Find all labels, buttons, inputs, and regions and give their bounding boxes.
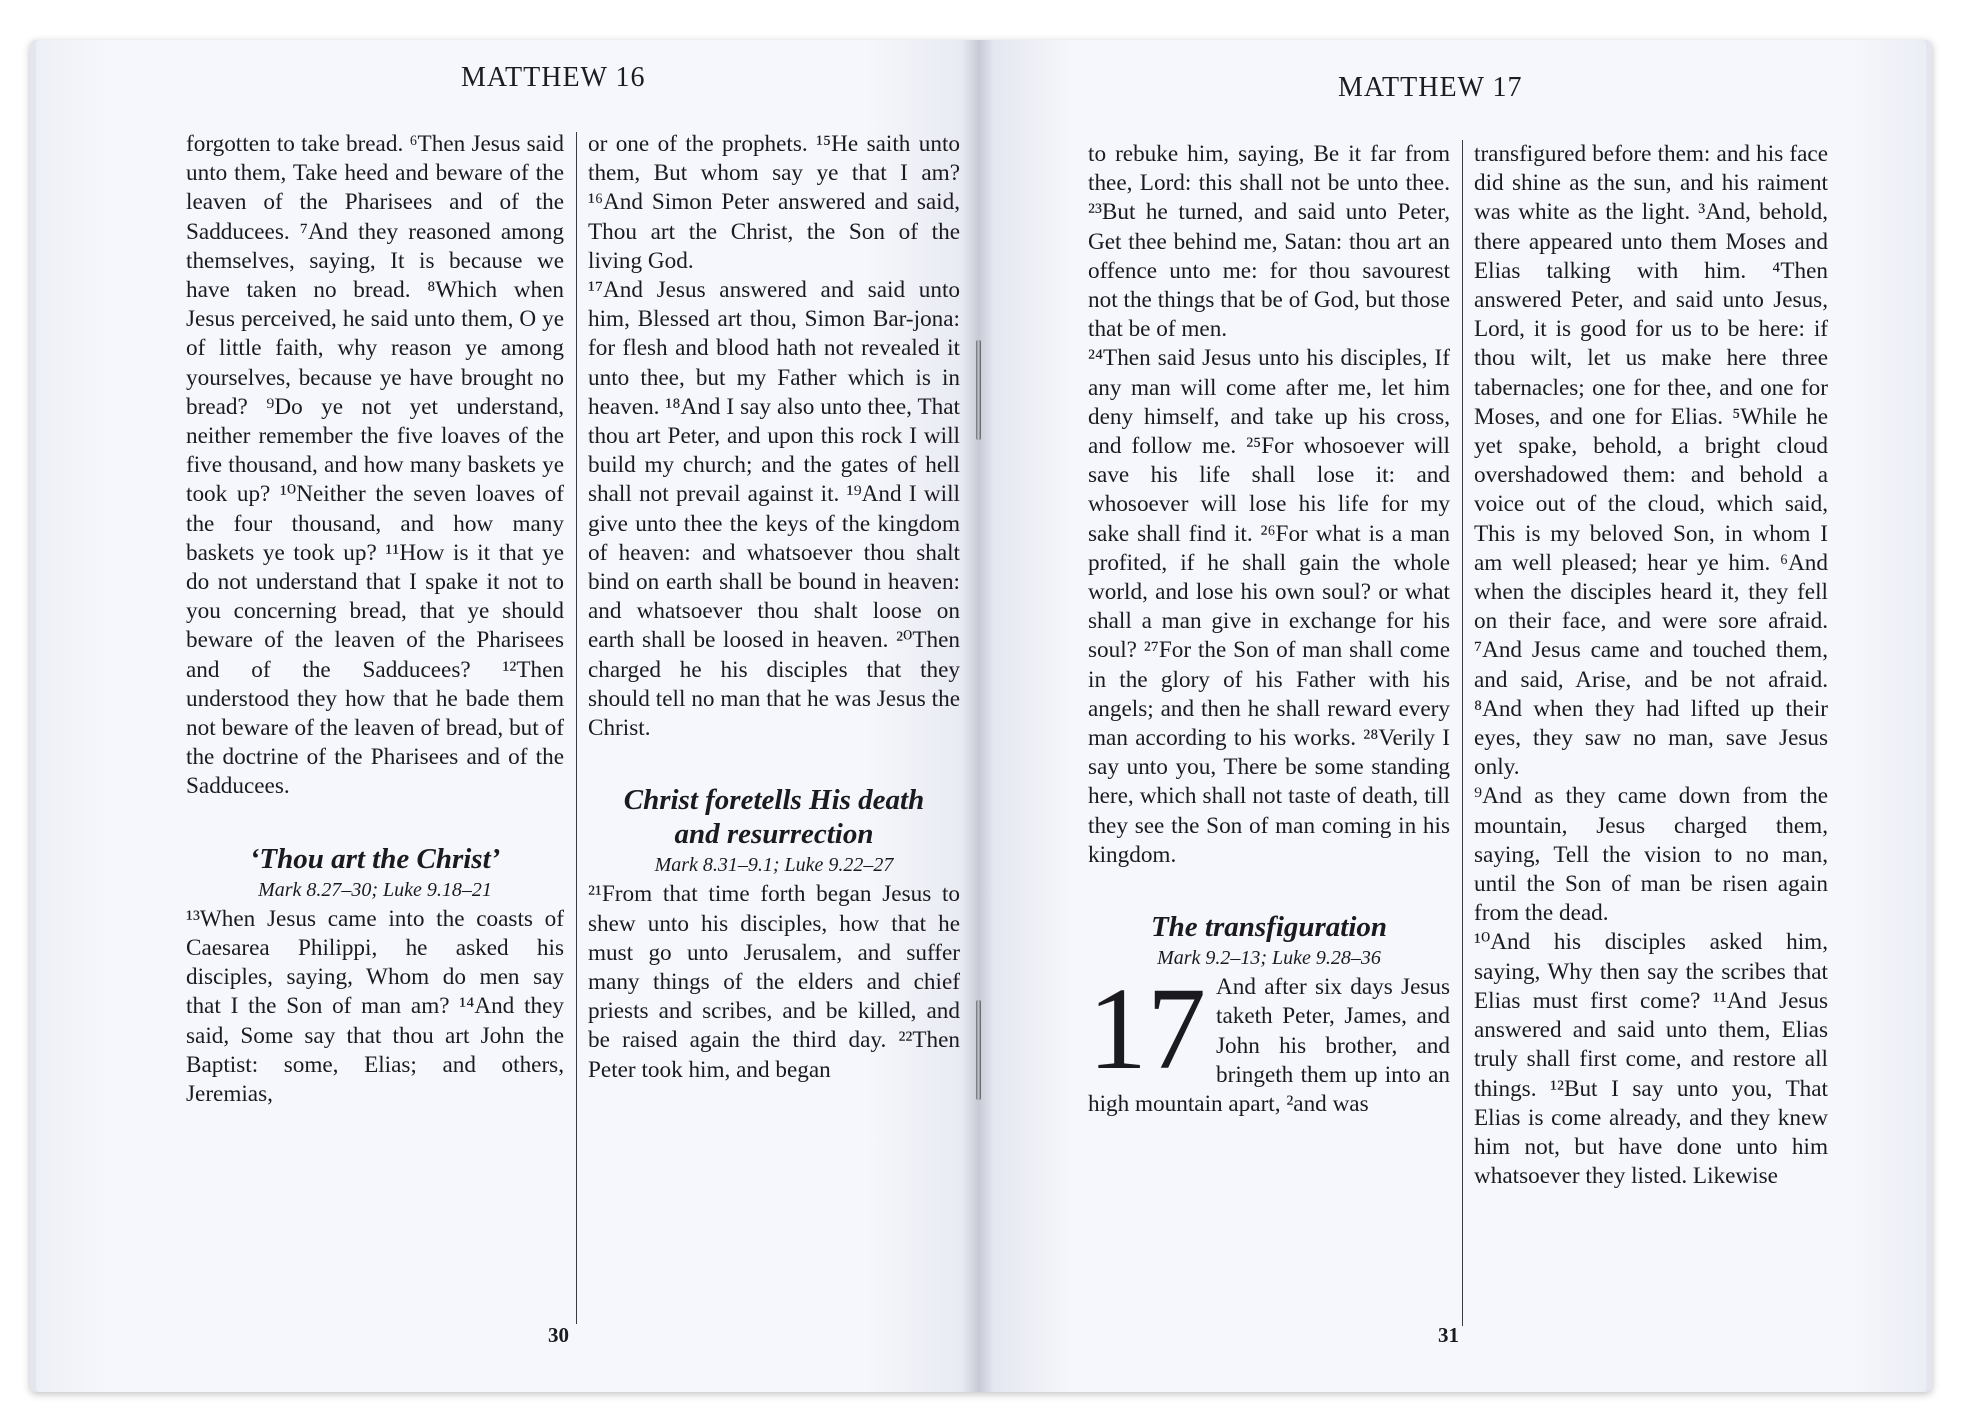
staple-bottom [976,1000,981,1100]
right-page-column-1 [1088,140,1450,1119]
right-page [978,40,1926,1392]
chapter-opening-paragraph [1088,963,1450,1119]
section-heading-line-2: and resurrection [674,818,874,851]
left-page-column-2 [588,130,960,1085]
staple-top [976,340,981,440]
paragraph: ¹³When Jesus came into the coasts of Caesarea Philippi, he asked his disciples, saying, Whom do men say that I the Son of man am? ¹⁴And they said, Some say that thou art John the Baptist: some, Elias; and others, Jeremias, [186,905,564,1108]
chapter-number-dropcap: 17 [1088,963,1206,1095]
spine-gutter [962,40,994,1392]
left-page-column-1 [186,130,564,1109]
paragraph: transfigured before them: and his face did shine as the sun, and his raiment was white as the light. ³And, behold, there appeared unto them Moses and Elias talking with him. ⁴Then answered Peter, and said unto Jesus, Lord, it is good for us to be here: if thou wilt, let us make here three tabernacles; one for thee, and one for Moses, and one for Elias. ⁵While he yet spake, behold, a bright cloud overshadowed them: and behold a voice out of the cloud, which said, This is my beloved Son, in whom I am well pleased; hear ye him. ⁶And when the disciples heard it, they fell on their face, and were sore afraid. ⁷And Jesus came and touched them, and said, Arise, and be not afraid. ⁸And when they had lifted up their eyes, they saw no man, save Jesus only. [1474,141,1828,781]
paragraph: ²⁴Then said Jesus unto his disciples, If any man will come after me, let him deny himself, and take up his cross, and follow me. ²⁵For whosoever will save his life shall lose it: and whosoever will lose his life for my sake shall find it. ²⁶For what is a man profited, if he shall gain the whole world, and lose his own soul? or what shall a man give in exchange for his soul? ²⁷For the Son of man shall come in the glory of his Father with his angels; and then he shall reward every man according to his works. ²⁸Verily I say unto you, There be some standing here, which shall not taste of death, till they see the Son of man coming in his kingdom. [1088,345,1450,868]
right-page-column-2 [1474,140,1828,1191]
page-number-left: 30 [548,1323,569,1347]
running-head-right: MATTHEW 17 [1338,72,1523,103]
paragraph: ²¹From that time forth began Jesus to shew unto his disciples, how that he must go unto Jerusalem, and suffer many things of the elders and chief priests and scribes, and be killed, and be raised again the third day. ²²Then Peter took him, and began [588,881,960,1083]
open-booklet [30,40,1932,1392]
page-number-right: 31 [1438,1323,1459,1347]
column-rule [576,132,577,1324]
column-rule [1462,140,1463,1326]
cross-references: Mark 8.27–30; Luke 9.18–21 [258,878,492,901]
section-heading-line-1: Christ foretells His death [623,784,925,817]
cross-references: Mark 9.2–13; Luke 9.28–36 [1157,947,1381,970]
paragraph: or one of the prophets. ¹⁵He saith unto them, But whom say ye that I am? ¹⁶And Simon Peter answered and said, Thou art the Christ, the Son of the living God. [588,131,960,274]
paragraph: forgotten to take bread. ⁶Then Jesus said unto them, Take heed and beware of the leaven of the Pharisees and of the Sadducees. ⁷And they reasoned among themselves, saying, It is because we have taken no bread. ⁸Which when Jesus perceived, he said unto them, O ye of little faith, why reason ye among yourselves, because ye have brought no bread? ⁹Do ye not yet understand, neither remember the five loaves of the five thousand, and how many baskets ye took up? ¹⁰Neither the seven loaves of the four thousand, and how many baskets ye took up? ¹¹How is it that ye do not understand that I spake it not to you concerning bread, that ye should beware of the leaven of the Pharisees and of the Sadducees? ¹²Then understood they how that he bade them not beware of the leaven of bread, but of the doctrine of the Pharisees and of the Sadducees. [186,131,564,800]
paragraph: ¹⁷And Jesus answered and said unto him, Blessed art thou, Simon Bar-jona: for flesh and blood hath not revealed it unto thee, but my Father which is in heaven. ¹⁸And I say also unto thee, That thou art Peter, and upon this rock I will build my church; and the gates of hell shall not prevail against it. ¹⁹And I will give unto thee the keys of the kingdom of heaven: and whatsoever thou shalt bind on earth shall be bound in heaven: and whatsoever thou shalt loose on earth shall be loosed in heaven. ²⁰Then charged he his disciples that they should tell no man that he was Jesus the Christ. [588,277,960,742]
section-heading: The transfiguration [1150,911,1388,944]
left-page [36,40,978,1392]
paragraph: ¹⁰And his disciples asked him, saying, Why then say the scribes that Elias must first come? ¹¹And Jesus answered and said unto them, Elias truly shall first come, and restore all things. ¹²But I say unto you, That Elias is come already, and they knew him not, but have done unto him whatsoever they listed. Likewise [1474,929,1828,1190]
running-head-left: MATTHEW 16 [461,62,646,93]
section-heading: ‘Thou art the Christ’ [249,842,501,875]
paragraph: ⁹And as they came down from the mountain, Jesus charged them, saying, Tell the vision to no man, until the Son of man be risen again from the dead. [1474,783,1828,927]
paragraph-text: And after six days Jesus taketh Peter, James, and John his brother, and bringeth them up into an high mountain apart, ²and was [1088,974,1450,1118]
cross-references: Mark 8.31–9.1; Luke 9.22–27 [654,854,894,877]
paragraph: to rebuke him, saying, Be it far from thee, Lord: this shall not be unto thee. ²³But he turned, and said unto Peter, Get thee behind me, Satan: thou art an offence unto me: for thou savourest not the things that be of God, but those that be of men. [1088,141,1450,343]
